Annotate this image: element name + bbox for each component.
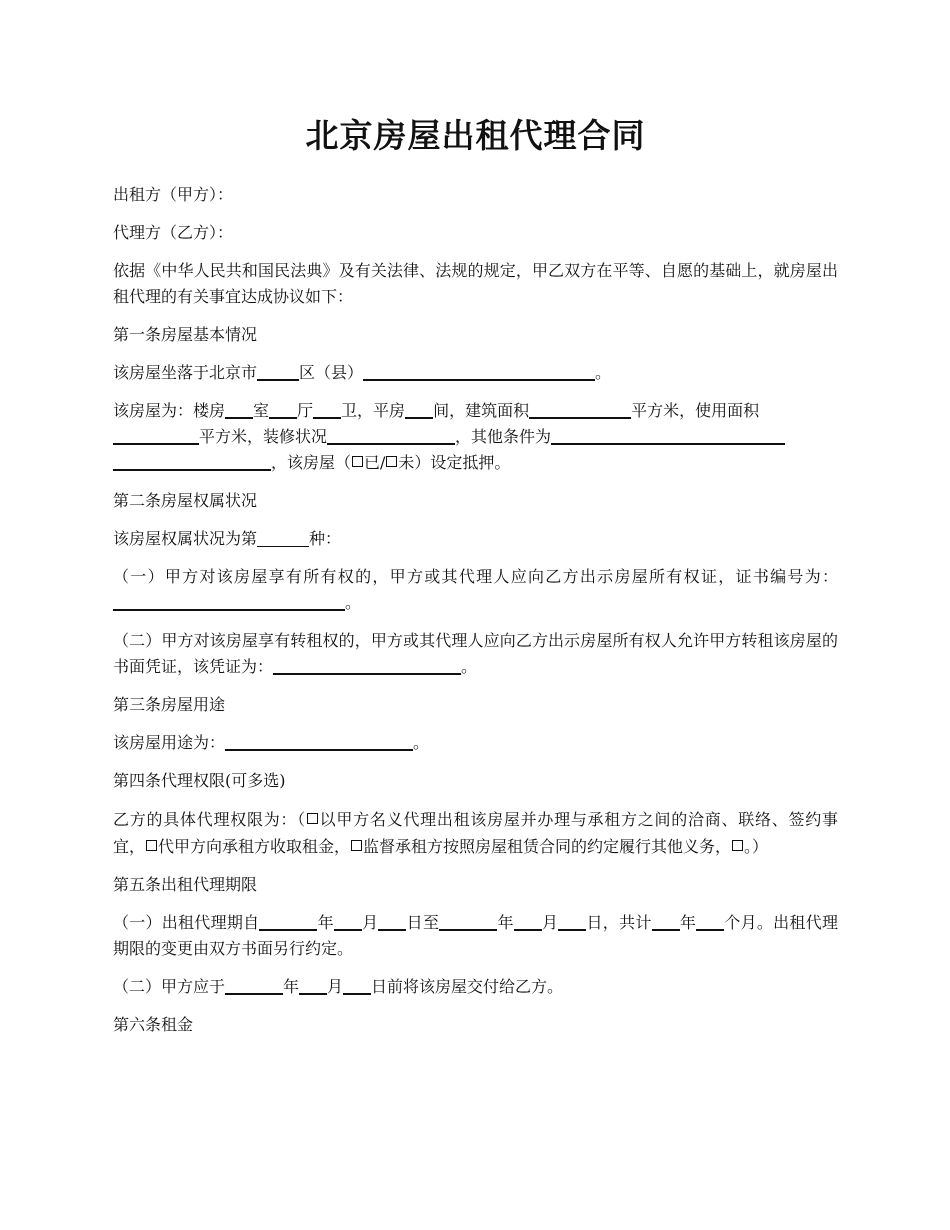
lessor-line: 出租方（甲方）：: [113, 185, 234, 204]
text: 已/: [364, 453, 386, 472]
text: 年: [283, 977, 300, 996]
section-3-usage: [113, 730, 838, 756]
preamble: 依据《中华人民共和国民法典》及有关法律、法规的规定，甲乙双方在平等、自愿的基础上，就房屋出租代理的有关事宜达成协议如下：: [113, 261, 838, 306]
text: 。: [345, 593, 362, 612]
text: 室: [253, 401, 270, 420]
text: 。: [413, 733, 430, 752]
text: （二）甲方应于: [113, 977, 226, 996]
total-years-blank[interactable]: [652, 911, 680, 931]
start-year-blank[interactable]: [259, 911, 317, 931]
text: ，该房屋（: [271, 453, 352, 472]
usage-blank[interactable]: [225, 731, 413, 751]
text: 。: [595, 363, 612, 382]
text: 种：: [309, 529, 342, 548]
type-blank[interactable]: [257, 528, 309, 547]
section-6-title: 第六条租金: [113, 1015, 194, 1034]
text: 以甲方名义代理出租该房屋并办理与承租方之间的洽商、联络、签约事宜，: [113, 810, 838, 856]
text: 该房屋用途为：: [113, 733, 226, 752]
section-4-title: 第四条代理权限(可多选): [113, 771, 286, 790]
text: 间，建筑面积: [433, 401, 530, 420]
checkbox-icon[interactable]: [352, 456, 363, 467]
floor-area-blank[interactable]: [529, 399, 631, 419]
baths-blank[interactable]: [313, 399, 341, 419]
section-1-title: 第一条房屋基本情况: [113, 325, 258, 344]
text: （一）出租代理期自: [113, 913, 260, 932]
section-2-sublease: [113, 628, 838, 680]
checkbox-icon[interactable]: [307, 813, 318, 824]
text: 日，共计: [586, 913, 652, 932]
rooms-blank[interactable]: [225, 399, 253, 419]
total-months-blank[interactable]: [696, 911, 724, 931]
checkbox-icon[interactable]: [732, 840, 743, 851]
certificate-number-blank[interactable]: [113, 591, 345, 611]
section-1-details: [113, 398, 838, 476]
text: 月: [541, 913, 559, 932]
text: 日前将该房屋交付给乙方。: [371, 977, 564, 996]
text: 该房屋权属状况为第: [113, 529, 258, 548]
text: 卫，平房: [341, 401, 406, 420]
section-3-title: 第三条房屋用途: [113, 695, 226, 714]
text: 该房屋为：楼房: [113, 401, 226, 420]
text: 个月。出租代理期限的变更由双方书面另行约定。: [113, 913, 838, 958]
text: 日至: [406, 913, 440, 932]
text: 平方米，装修状况: [199, 427, 328, 446]
delivery-year-blank[interactable]: [225, 975, 283, 995]
text: 年: [317, 913, 334, 932]
section-2-type: [113, 526, 838, 552]
text: 未）设定抵押。: [398, 453, 511, 472]
address-blank[interactable]: [363, 361, 595, 381]
section-1-location: [113, 360, 838, 386]
bungalow-blank[interactable]: [405, 399, 433, 419]
checkbox-icon[interactable]: [351, 840, 362, 851]
text: 乙方的具体代理权限为：（: [113, 810, 306, 829]
end-year-blank[interactable]: [439, 911, 497, 931]
text: 月: [327, 977, 344, 996]
text: 代甲方向承租方收取租金，: [158, 837, 351, 856]
voucher-blank[interactable]: [273, 655, 461, 675]
text: 月: [361, 913, 379, 932]
text: 厅: [297, 401, 314, 420]
start-month-blank[interactable]: [334, 911, 362, 931]
halls-blank[interactable]: [269, 399, 297, 419]
start-day-blank[interactable]: [378, 911, 406, 931]
text: 监督承租方按照房屋租赁合同的约定履行其他义务，: [363, 837, 732, 856]
end-day-blank[interactable]: [558, 911, 586, 931]
agent-line: 代理方（乙方）：: [113, 223, 234, 242]
end-month-blank[interactable]: [514, 911, 542, 931]
delivery-day-blank[interactable]: [343, 975, 371, 995]
text: （一）甲方对该房屋享有所有权的，甲方或其代理人应向乙方出示房屋所有权证，证书编号为：: [113, 567, 838, 586]
text: （二）甲方对该房屋享有转租权的，甲方或其代理人应向乙方出示房屋所有权人允许甲方转租该房屋的书面凭证，该凭证为：: [113, 631, 838, 676]
section-5-delivery: [113, 974, 838, 1000]
usable-area-blank[interactable]: [113, 425, 199, 445]
checkbox-icon[interactable]: [146, 840, 157, 851]
section-5-title: 第五条出租代理期限: [113, 875, 258, 894]
text: 该房屋坐落于北京市: [113, 363, 258, 382]
delivery-month-blank[interactable]: [299, 975, 327, 995]
decoration-blank[interactable]: [327, 425, 455, 445]
text: 年: [497, 913, 514, 932]
text: 平方米，使用面积: [631, 401, 760, 420]
section-2-ownership: [113, 564, 838, 616]
text: 。: [461, 657, 478, 676]
document-title: 北京房屋出租代理合同: [305, 116, 646, 155]
section-4-scope: [113, 806, 838, 860]
section-2-title: 第二条房屋权属状况: [113, 491, 258, 510]
checkbox-icon[interactable]: [386, 456, 397, 467]
section-5-period: [113, 910, 838, 962]
district-blank[interactable]: [257, 361, 299, 381]
other-conditions-blank[interactable]: [551, 425, 785, 445]
text: 区（县）: [299, 363, 364, 382]
text: 。）: [744, 837, 769, 856]
other-conditions-blank-2[interactable]: [113, 451, 271, 471]
text: 年: [679, 913, 697, 932]
text: ，其他条件为: [455, 427, 552, 446]
